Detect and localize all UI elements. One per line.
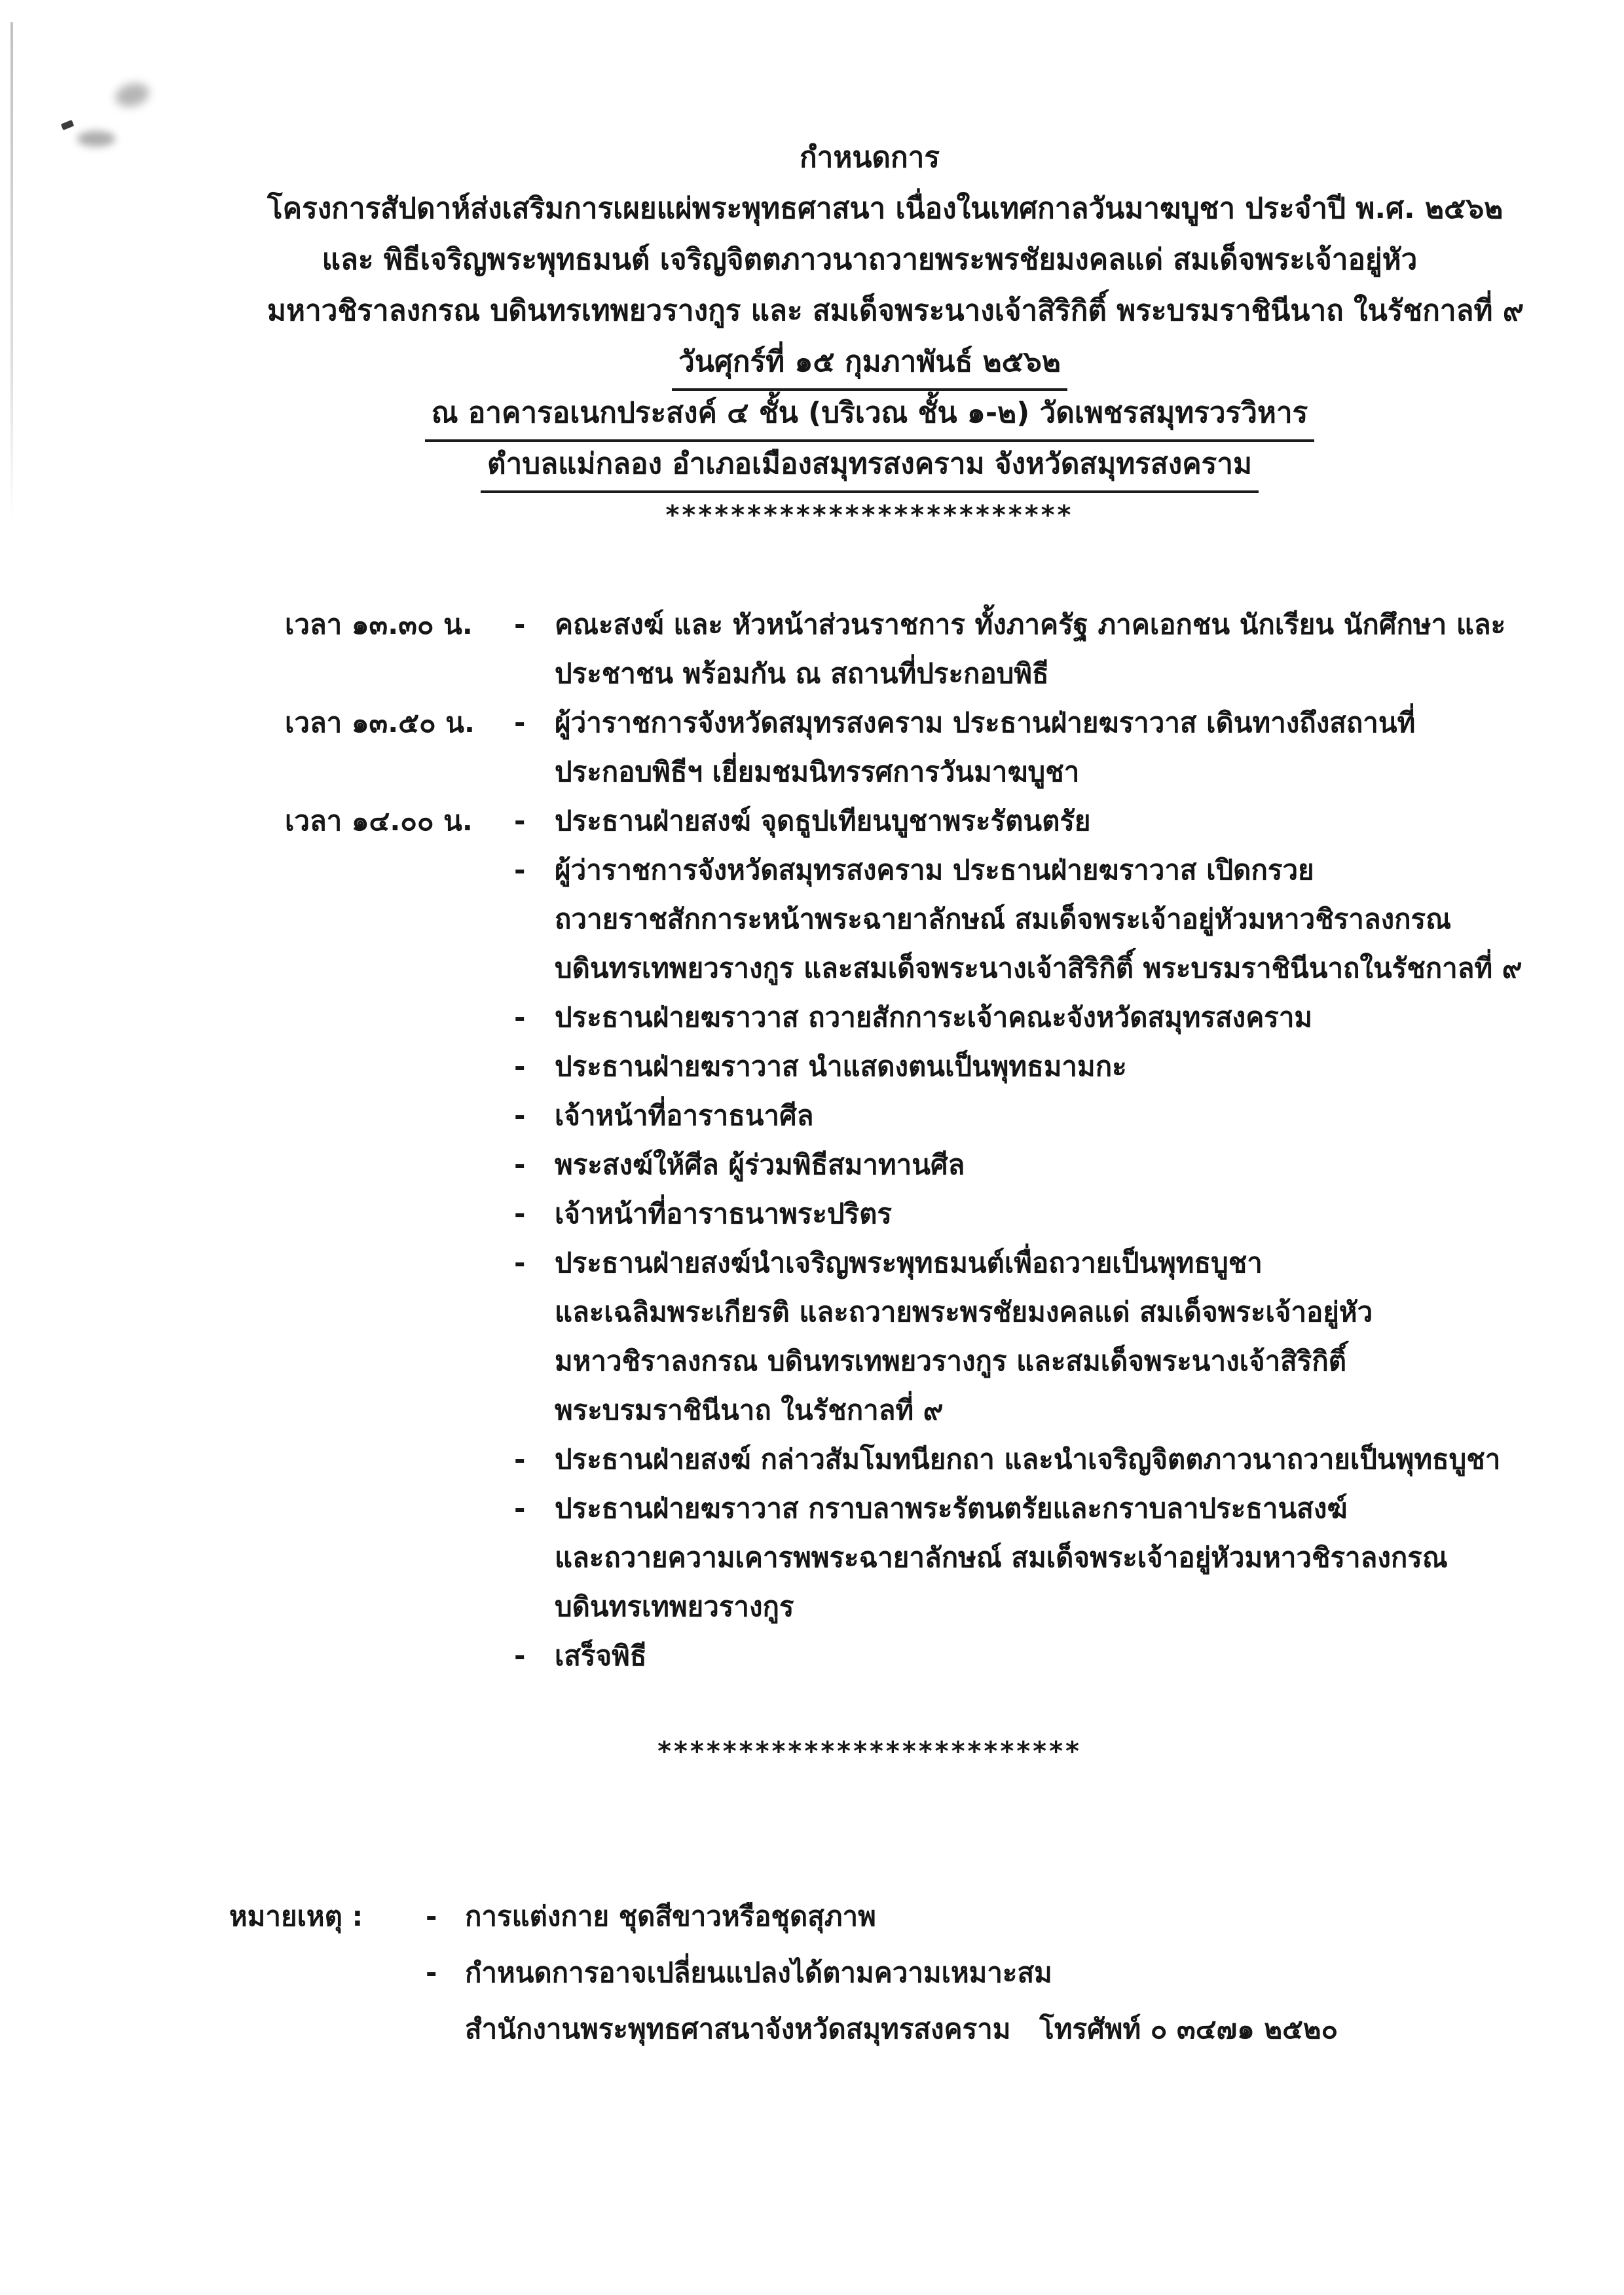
schedule-text-line: และเฉลิมพระเกียรติ และถวายพระพรชัยมงคลแด่ สมเด็จพระเจ้าอยู่หัว bbox=[555, 1296, 1373, 1328]
schedule-text-line: ถวายราชสักการะหน้าพระฉายาลักษณ์ สมเด็จพระเจ้าอยู่หัวมหาวชิราลงกรณ bbox=[555, 903, 1452, 935]
dash: - bbox=[426, 1900, 437, 1932]
document-header bbox=[267, 132, 1524, 541]
dash: - bbox=[514, 805, 526, 837]
schedule-text-line: ประธานฝ่ายสงฆ์ กล่าวสัมโมทนียกถา และนำเจริญจิตตภาวนาถวายเป็นพุทธบูชา bbox=[555, 1443, 1501, 1475]
scan-smudge bbox=[61, 120, 74, 130]
schedule-text-line: เสร็จพิธี bbox=[555, 1640, 647, 1672]
dash: - bbox=[426, 1956, 437, 1989]
note-text: กำหนดการอาจเปลี่ยนแปลงได้ตามความเหมาะสม bbox=[465, 1956, 1052, 1989]
schedule-row-content bbox=[555, 600, 1506, 698]
event-location-line bbox=[267, 439, 1472, 490]
schedule-text-line: ประธานฝ่ายฆราวาส นำแสดงตนเป็นพุทธมามกะ bbox=[555, 1050, 1127, 1082]
schedule-text-line: เจ้าหน้าที่อาราธนาศีล bbox=[555, 1099, 814, 1131]
schedule-row bbox=[285, 1435, 1501, 1484]
schedule-row bbox=[285, 796, 1495, 845]
schedule-row-content bbox=[555, 845, 1522, 993]
dash: - bbox=[514, 608, 526, 640]
event-date-text: วันศุกร์ที่ ๑๕ กุมภาพันธ์ ๒๕๖๒ bbox=[672, 339, 1067, 391]
scan-artifact-vertical-line bbox=[10, 22, 13, 520]
schedule-text-line: ประธานฝ่ายฆราวาส ถวายสักการะเจ้าคณะจังหวัดสมุทรสงคราม bbox=[555, 1001, 1313, 1033]
document-title: กำหนดการ bbox=[800, 141, 940, 174]
schedule-text-line: บดินทรเทพยวรางกูร bbox=[555, 1590, 794, 1623]
schedule-row bbox=[285, 1042, 1495, 1091]
event-venue-text: ณ อาคารอเนกประสงค์ ๔ ชั้น (บริเวณ ชั้น ๑-๒) วัดเพชรสมุทรวรวิหาร bbox=[425, 390, 1315, 442]
schedule-row-content bbox=[555, 993, 1495, 1042]
asterisk-separator-bottom-wrap bbox=[267, 1736, 1472, 1767]
schedule-row bbox=[285, 1484, 1495, 1631]
note-text: การแต่งกาย ชุดสีขาวหรือชุดสุภาพ bbox=[465, 1900, 876, 1932]
dash: - bbox=[514, 1247, 526, 1279]
schedule-row bbox=[285, 600, 1506, 698]
note-item bbox=[229, 1888, 1493, 1945]
time-label: เวลา ๑๔.๐๐ น. bbox=[285, 805, 473, 837]
asterisk-separator-bottom: ************************** bbox=[657, 1736, 1082, 1767]
header-line-ceremony: และ พิธีเจริญพระพุทธมนต์ เจริญจิตตภาวนาถวายพระพรชัยมงคลแด่ สมเด็จพระเจ้าอยู่หัว bbox=[322, 243, 1418, 276]
schedule-text-line: ประธานฝ่ายสงฆ์ จุดธูปเทียนบูชาพระรัตนตรัย bbox=[555, 805, 1091, 837]
dash: - bbox=[514, 1492, 526, 1524]
dash: - bbox=[514, 1148, 526, 1181]
schedule-text-line: ประธานฝ่ายสงฆ์นำเจริญพระพุทธมนต์เพื่อถวายเป็นพุทธบูชา bbox=[555, 1247, 1263, 1279]
schedule-row bbox=[285, 698, 1495, 796]
schedule-row-content bbox=[555, 1042, 1495, 1091]
dash: - bbox=[514, 707, 526, 739]
schedule-list bbox=[285, 600, 1522, 1680]
schedule-row bbox=[285, 1091, 1495, 1140]
notes-label: หมายเหตุ : bbox=[229, 1900, 363, 1932]
dash: - bbox=[514, 854, 526, 886]
schedule-text-line: มหาวชิราลงกรณ บดินทรเทพยวรางกูร และสมเด็จพระนางเจ้าสิริกิติ์ bbox=[555, 1345, 1347, 1377]
schedule-row bbox=[285, 1238, 1495, 1435]
schedule-row-content bbox=[555, 1091, 1495, 1140]
schedule-row-content bbox=[555, 796, 1495, 845]
event-date-line bbox=[267, 337, 1472, 388]
schedule-text-line: และถวายความเคารพพระฉายาลักษณ์ สมเด็จพระเจ้าอยู่หัวมหาวชิราลงกรณ bbox=[555, 1541, 1448, 1573]
schedule-row-content bbox=[555, 1484, 1495, 1631]
time-label: เวลา ๑๓.๕๐ น. bbox=[285, 707, 475, 739]
schedule-text-line: เจ้าหน้าที่อาราธนาพระปริตร bbox=[555, 1198, 892, 1230]
schedule-row-content bbox=[555, 1238, 1495, 1435]
dash: - bbox=[514, 1001, 526, 1033]
dash: - bbox=[514, 1099, 526, 1131]
dash: - bbox=[514, 1050, 526, 1082]
schedule-text-line: ผู้ว่าราชการจังหวัดสมุทรสงคราม ประธานฝ่ายฆราวาส เดินทางถึงสถานที่ bbox=[555, 707, 1416, 739]
scan-smudge bbox=[77, 131, 115, 147]
note-item bbox=[229, 2001, 1493, 2057]
event-location-text: ตำบลแม่กลอง อำเภอเมืองสมุทรสงคราม จังหวัดสมุทรสงคราม bbox=[481, 441, 1259, 493]
note-item bbox=[229, 1945, 1493, 2001]
scan-smudge bbox=[113, 80, 151, 110]
header-line-royal-names: มหาวชิราลงกรณ บดินทรเทพยวรางกูร และ สมเด็จพระนางเจ้าสิริกิติ์ พระบรมราชินีนาถ ในรัชกาลที่ ๙ bbox=[267, 294, 1524, 327]
schedule-row bbox=[285, 1631, 1495, 1680]
schedule-text-line: ประชาชน พร้อมกัน ณ สถานที่ประกอบพิธี bbox=[555, 657, 1049, 689]
schedule-text-line: คณะสงฆ์ และ หัวหน้าส่วนราชการ ทั้งภาครัฐ ภาคเอกชน นักเรียน นักศึกษา และ bbox=[555, 608, 1506, 640]
schedule-text-line: ประกอบพิธีฯ เยี่ยมชมนิทรรศการวันมาฆบูชา bbox=[555, 756, 1080, 788]
header-line-project: โครงการสัปดาห์ส่งเสริมการเผยแผ่พระพุทธศาสนา เนื่องในเทศกาลวันมาฆบูชา ประจำปี พ.ศ. ๒๕๖๒ bbox=[267, 192, 1504, 225]
dash: - bbox=[514, 1198, 526, 1230]
schedule-text-line: ผู้ว่าราชการจังหวัดสมุทรสงคราม ประธานฝ่ายฆราวาส เปิดกรวย bbox=[555, 854, 1314, 886]
schedule-row-content bbox=[555, 1435, 1501, 1484]
notes-section bbox=[229, 1888, 1493, 2057]
schedule-text-line: ประธานฝ่ายฆราวาส กราบลาพระรัตนตรัยและกราบลาประธานสงฆ์ bbox=[555, 1492, 1348, 1524]
schedule-row bbox=[285, 845, 1522, 993]
schedule-text-line: พระบรมราชินีนาถ ในรัชกาลที่ ๙ bbox=[555, 1394, 944, 1426]
dash: - bbox=[514, 1640, 526, 1672]
schedule-row bbox=[285, 993, 1495, 1042]
time-label: เวลา ๑๓.๓๐ น. bbox=[285, 608, 473, 640]
schedule-text-line: พระสงฆ์ให้ศีล ผู้ร่วมพิธีสมาทานศีล bbox=[555, 1148, 965, 1181]
agency-contact-line: สำนักงานพระพุทธศาสนาจังหวัดสมุทรสงคราม โทรศัพท์ ๐ ๓๔๗๑ ๒๕๒๐ bbox=[465, 2013, 1338, 2045]
schedule-row bbox=[285, 1189, 1495, 1238]
schedule-row-content bbox=[555, 698, 1495, 796]
dash: - bbox=[514, 1443, 526, 1475]
asterisk-separator-top: ************************* bbox=[665, 500, 1074, 530]
schedule-text-line: บดินทรเทพยวรางกูร และสมเด็จพระนางเจ้าสิริกิติ์ พระบรมราชินีนาถในรัชกาลที่ ๙ bbox=[555, 952, 1522, 984]
schedule-row bbox=[285, 1140, 1495, 1189]
schedule-row-content bbox=[555, 1140, 1495, 1189]
event-venue-line bbox=[267, 388, 1472, 439]
schedule-row-content bbox=[555, 1631, 1495, 1680]
schedule-row-content bbox=[555, 1189, 1495, 1238]
